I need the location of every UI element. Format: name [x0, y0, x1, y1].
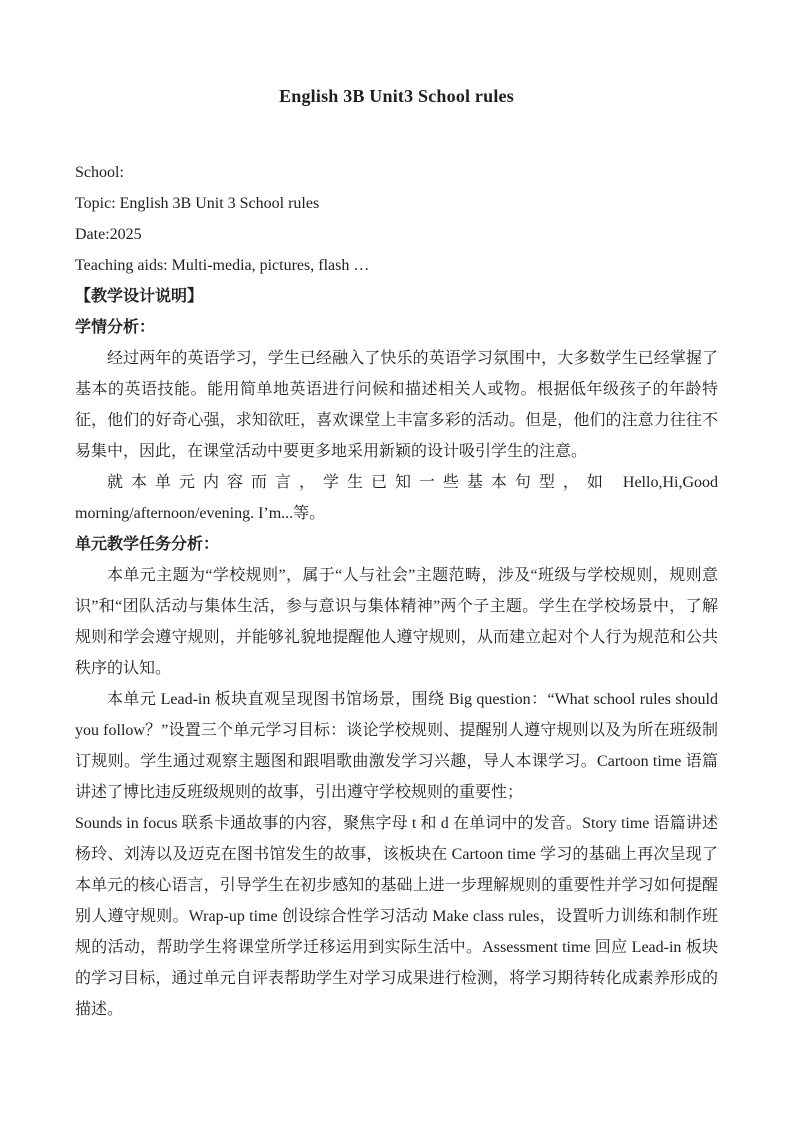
- meta-line-date: Date:2025: [75, 226, 142, 243]
- meta-line-topic: Topic: English 3B Unit 3 School rules: [75, 195, 320, 212]
- heading-learner-analysis: 学情分析：: [75, 319, 156, 336]
- meta-line-school: School:: [75, 164, 124, 181]
- meta-line-teaching-aids: Teaching aids: Multi-media, pictures, flash …: [75, 257, 370, 274]
- paragraph-unit-task-3: Sounds in focus 联系卡通故事的内容，聚焦字母 t 和 d 在单词中的发音。Story time 语篇讲述杨玲、刘涛以及迈克在图书馆发生的故事，该板块在 Cartoon time 学习的基础上再次呈现了本单元的核心语言，引导学生在初步感知的基础上进一步理解规则的重要性并学习如何提醒别人遵守规则。Wrap-up time 创设综合性学习活动 Make class rules，设置听力训练和制作班规的活动，帮助学生将课堂所学迁移运用到实际生活中。Assessment time 回应 Lead-in 板块的学习目标，通过单元自评表帮助学生对学习成果进行检测，将学习期待转化成素养形成的描述。: [75, 815, 718, 1018]
- paragraph-unit-task-2: 本单元 Lead-in 板块直观呈现图书馆场景，围绕 Big question：“What school rules should you follow？”设置三个单元学习目标：谈论学校规则、提醒别人遵守规则以及为所在班级制订规则。学生通过观察主题图和跟唱歌曲激发学习兴趣，导人本课学习。Cartoon time 语篇讲述了博比违反班级规则的故事，引出遵守学校规则的重要性；: [75, 691, 718, 801]
- paragraph-learner-analysis-1: 经过两年的英语学习，学生已经融入了快乐的英语学习氛围中，大多数学生已经掌握了基本的英语技能。能用简单地英语进行问候和描述相关人或物。根据低年级孩子的年龄特征，他们的好奇心强，求知欲旺，喜欢课堂上丰富多彩的活动。但是，他们的注意力往往不易集中，因此，在课堂活动中要更多地采用新颖的设计吸引学生的注意。: [75, 350, 718, 460]
- section-marker-teaching-design-notes: 【教学设计说明】: [75, 288, 204, 305]
- paragraph-learner-analysis-2: 就本单元内容而言，学生已知一些基本句型，如 Hello,Hi,Good morning/afternoon/evening. I’m...等。: [75, 474, 718, 522]
- paragraph-unit-task-1: 本单元主题为“学校规则”，属于“人与社会”主题范畴，涉及“班级与学校规则，规则意识”和“团队活动与集体生活，参与意识与集体精神”两个子主题。学生在学校场景中，了解规则和学会遵守规则，并能够礼貌地提醒他人遵守规则，从而建立起对个人行为规范和公共秩序的认知。: [75, 567, 718, 677]
- heading-unit-task-analysis: 单元教学任务分析：: [75, 536, 220, 553]
- document-title: English 3B Unit3 School rules: [279, 86, 514, 106]
